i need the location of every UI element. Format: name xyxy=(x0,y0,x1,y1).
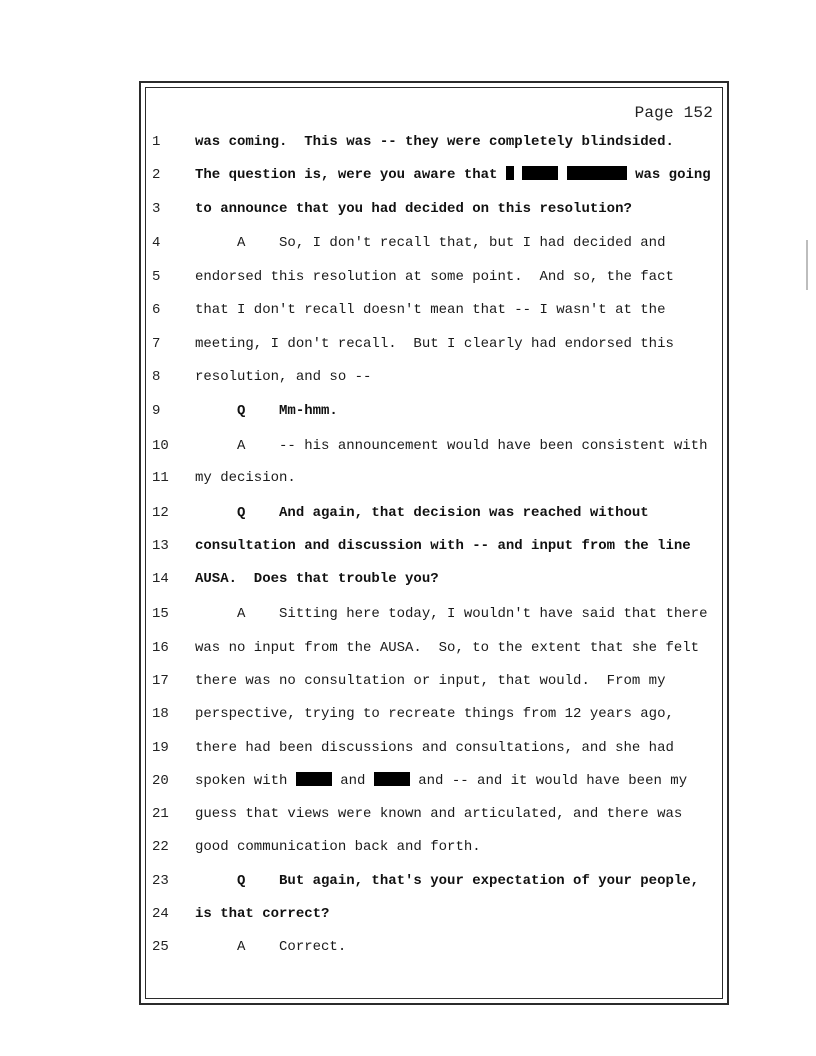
transcript-line xyxy=(0,803,816,825)
line-number: 25 xyxy=(152,939,169,955)
line-text xyxy=(195,870,699,892)
transcript-line xyxy=(0,266,816,288)
line-number: 9 xyxy=(152,403,161,419)
text-segment: The question is, were you aware that xyxy=(195,167,506,183)
transcript-line xyxy=(0,164,816,186)
transcript-line xyxy=(0,333,816,355)
transcript-line xyxy=(0,502,816,524)
text-segment: there was no consultation or input, that would. From my xyxy=(195,673,666,689)
text-segment: Q Mm-hmm. xyxy=(195,403,338,419)
transcript-line xyxy=(0,400,816,422)
line-text xyxy=(195,333,674,355)
line-text xyxy=(195,435,707,457)
line-text xyxy=(195,299,665,321)
line-text xyxy=(195,703,674,725)
text-segment xyxy=(514,167,522,183)
line-number: 15 xyxy=(152,606,169,622)
text-segment: Q And again, that decision was reached without xyxy=(195,505,649,521)
transcript-line xyxy=(0,603,816,625)
transcript-line xyxy=(0,637,816,659)
line-number: 14 xyxy=(152,571,169,587)
transcript-line xyxy=(0,670,816,692)
line-number: 12 xyxy=(152,505,169,521)
line-number: 10 xyxy=(152,438,169,454)
line-text xyxy=(195,568,439,590)
line-text xyxy=(195,266,674,288)
text-segment: my decision. xyxy=(195,470,296,486)
line-text xyxy=(195,164,711,186)
text-segment: was coming. This was -- they were completely blindsided. xyxy=(195,134,674,150)
text-segment: to announce that you had decided on this resolution? xyxy=(195,201,632,217)
transcript-line xyxy=(0,299,816,321)
line-text xyxy=(195,670,665,692)
line-number: 8 xyxy=(152,369,161,385)
line-number: 20 xyxy=(152,773,169,789)
line-text xyxy=(195,232,665,254)
text-segment: A So, I don't recall that, but I had decided and xyxy=(195,235,666,251)
line-text xyxy=(195,400,338,422)
text-segment xyxy=(558,167,566,183)
line-number: 6 xyxy=(152,302,161,318)
transcript-line xyxy=(0,366,816,388)
line-number: 19 xyxy=(152,740,169,756)
line-number: 13 xyxy=(152,538,169,554)
redaction-box xyxy=(506,166,514,180)
line-number: 1 xyxy=(152,134,161,150)
line-text xyxy=(195,366,371,388)
line-text xyxy=(195,903,329,925)
line-number: 21 xyxy=(152,806,169,822)
transcript-line xyxy=(0,737,816,759)
text-segment: guess that views were known and articulated, and there was xyxy=(195,806,683,822)
transcript-line xyxy=(0,131,816,153)
text-segment: consultation and discussion with -- and input from the line xyxy=(195,538,691,554)
text-segment: resolution, and so -- xyxy=(195,369,372,385)
text-segment: was going xyxy=(626,167,711,183)
line-number: 17 xyxy=(152,673,169,689)
transcript-line xyxy=(0,836,816,858)
line-number: 22 xyxy=(152,839,169,855)
transcript-line xyxy=(0,870,816,892)
line-number: 2 xyxy=(152,167,161,183)
redaction-box xyxy=(567,166,627,180)
redaction-box xyxy=(374,772,410,786)
text-segment: good communication back and forth. xyxy=(195,839,481,855)
text-segment: AUSA. Does that trouble you? xyxy=(195,571,439,587)
line-number: 24 xyxy=(152,906,169,922)
line-text xyxy=(195,770,687,792)
line-text xyxy=(195,637,699,659)
text-segment: endorsed this resolution at some point. And so, the fact xyxy=(195,269,674,285)
transcript-line xyxy=(0,535,816,557)
transcript-line xyxy=(0,467,816,489)
line-number: 18 xyxy=(152,706,169,722)
line-number: 7 xyxy=(152,336,161,352)
line-number: 11 xyxy=(152,470,169,486)
text-segment: is that correct? xyxy=(195,906,330,922)
line-number: 16 xyxy=(152,640,169,656)
text-segment: and -- and it would have been my xyxy=(409,773,688,789)
line-text xyxy=(195,131,674,153)
transcript-line xyxy=(0,903,816,925)
transcript-line xyxy=(0,703,816,725)
line-number: 4 xyxy=(152,235,161,251)
line-text xyxy=(195,836,481,858)
transcript-line xyxy=(0,198,816,220)
text-segment: A Correct. xyxy=(195,939,347,955)
text-segment: A -- his announcement would have been consistent with xyxy=(195,438,708,454)
line-text xyxy=(195,502,649,524)
redaction-box xyxy=(522,166,558,180)
line-text xyxy=(195,603,707,625)
line-text xyxy=(195,467,296,489)
page-number: Page 152 xyxy=(634,104,713,122)
text-segment: Q But again, that's your expectation of your people, xyxy=(195,873,700,889)
transcript-line xyxy=(0,770,816,792)
line-text xyxy=(195,535,691,557)
transcript-line xyxy=(0,435,816,457)
text-segment: spoken with xyxy=(195,773,296,789)
line-text xyxy=(195,803,682,825)
text-segment: and xyxy=(331,773,374,789)
text-segment: perspective, trying to recreate things from 12 years ago, xyxy=(195,706,674,722)
line-text xyxy=(195,936,346,958)
text-segment: meeting, I don't recall. But I clearly had endorsed this xyxy=(195,336,674,352)
line-text xyxy=(195,737,674,759)
transcript-line xyxy=(0,568,816,590)
line-text xyxy=(195,198,632,220)
line-number: 3 xyxy=(152,201,161,217)
text-segment: that I don't recall doesn't mean that -- I wasn't at the xyxy=(195,302,666,318)
transcript-line xyxy=(0,936,816,958)
line-number: 23 xyxy=(152,873,169,889)
transcript-line xyxy=(0,232,816,254)
text-segment: there had been discussions and consultations, and she had xyxy=(195,740,674,756)
redaction-box xyxy=(296,772,332,786)
line-number: 5 xyxy=(152,269,161,285)
text-segment: A Sitting here today, I wouldn't have said that there xyxy=(195,606,708,622)
text-segment: was no input from the AUSA. So, to the extent that she felt xyxy=(195,640,700,656)
